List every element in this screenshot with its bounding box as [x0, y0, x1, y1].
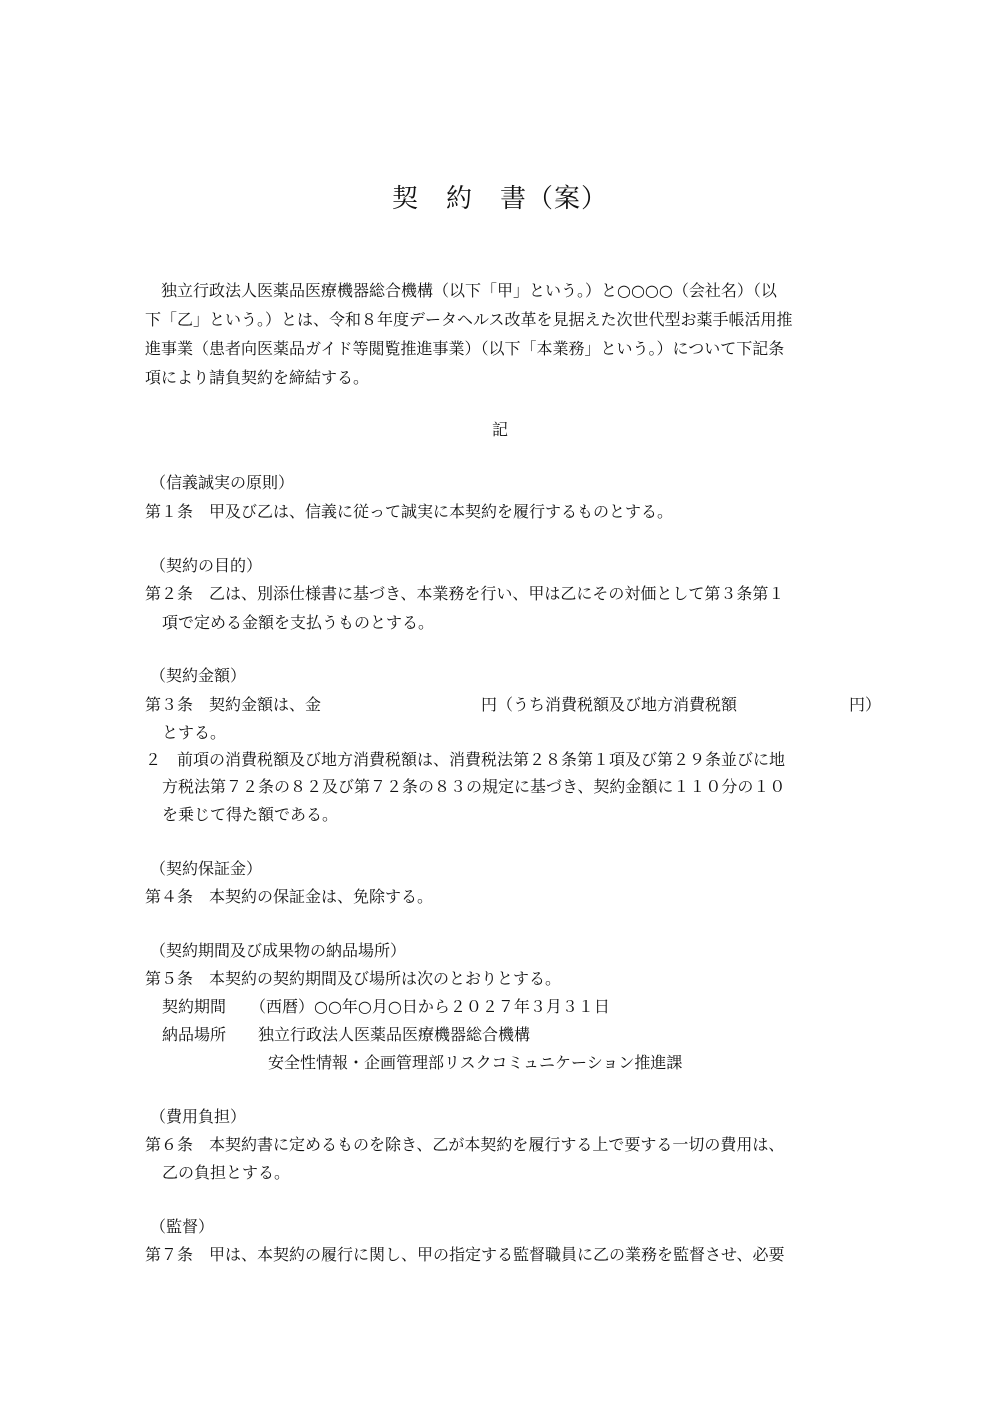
article-3-text: 方税法第７２条の８２及び第７２条の８３の規定に基づき、契約金額に１１０分の１０ — [162, 777, 786, 796]
intro-line: 下「乙」という。）とは、令和８年度データヘルス改革を見据えた次世代型お薬手帳活用推 — [145, 310, 793, 329]
article-1-text: 第１条 甲及び乙は、信義に従って誠実に本契約を履行するものとする。 — [145, 502, 674, 521]
document-title: 契 約 書（案） — [391, 184, 608, 214]
ki-heading: 記 — [492, 420, 509, 439]
article-2-text: 第２条 乙は、別添仕様書に基づき、本業務を行い、甲は乙にその対価として第３条第１ — [145, 584, 785, 603]
article-5-text: 第５条 本契約の契約期間及び場所は次のとおりとする。 — [145, 969, 562, 988]
article-2-text: 項で定める金額を支払うものとする。 — [162, 613, 435, 632]
article-3-clause-2: ２ 前項の消費税額及び地方消費税額は、消費税法第２８条第１項及び第２９条並びに地 — [145, 750, 786, 769]
article-2-heading: （契約の目的） — [150, 556, 263, 575]
article-1-heading: （信義誠実の原則） — [150, 473, 295, 492]
article-3-text: を乗じて得た額である。 — [162, 805, 339, 824]
delivery-place: 納品場所 独立行政法人医薬品医療機器総合機構 — [162, 1025, 531, 1044]
article-6-text: 第６条 本契約書に定めるものを除き、乙が本契約を履行する上で要する一切の費用は、 — [145, 1135, 785, 1154]
delivery-place-department: 安全性情報・企画管理部リスクコミュニケーション推進課 — [268, 1053, 683, 1072]
contract-period: 契約期間 （西暦）○○年○月○日から２０２７年３月３１日 — [162, 997, 610, 1016]
article-4-text: 第４条 本契約の保証金は、免除する。 — [145, 887, 434, 906]
intro-line: 項により請負契約を締結する。 — [145, 368, 370, 387]
article-7-heading: （監督） — [150, 1217, 215, 1236]
article-7-text: 第７条 甲は、本契約の履行に関し、甲の指定する監督職員に乙の業務を監督させ、必要 — [145, 1245, 785, 1264]
article-3-text: とする。 — [162, 723, 227, 742]
article-4-heading: （契約保証金） — [150, 859, 263, 878]
article-3-heading: （契約金額） — [150, 666, 247, 685]
article-3-text: 第３条 契約金額は、金 円（うち消費税額及び地方消費税額 円） — [145, 695, 882, 714]
article-6-heading: （費用負担） — [150, 1107, 247, 1126]
intro-line: 進事業（患者向医薬品ガイド等閲覧推進事業）（以下「本業務」という。）について下記条 — [145, 339, 785, 358]
article-6-text: 乙の負担とする。 — [162, 1163, 291, 1182]
intro-line: 独立行政法人医薬品医療機器総合機構（以下「甲」という。）と○○○○（会社名）（以 — [145, 281, 777, 300]
article-5-heading: （契約期間及び成果物の納品場所） — [150, 941, 407, 960]
